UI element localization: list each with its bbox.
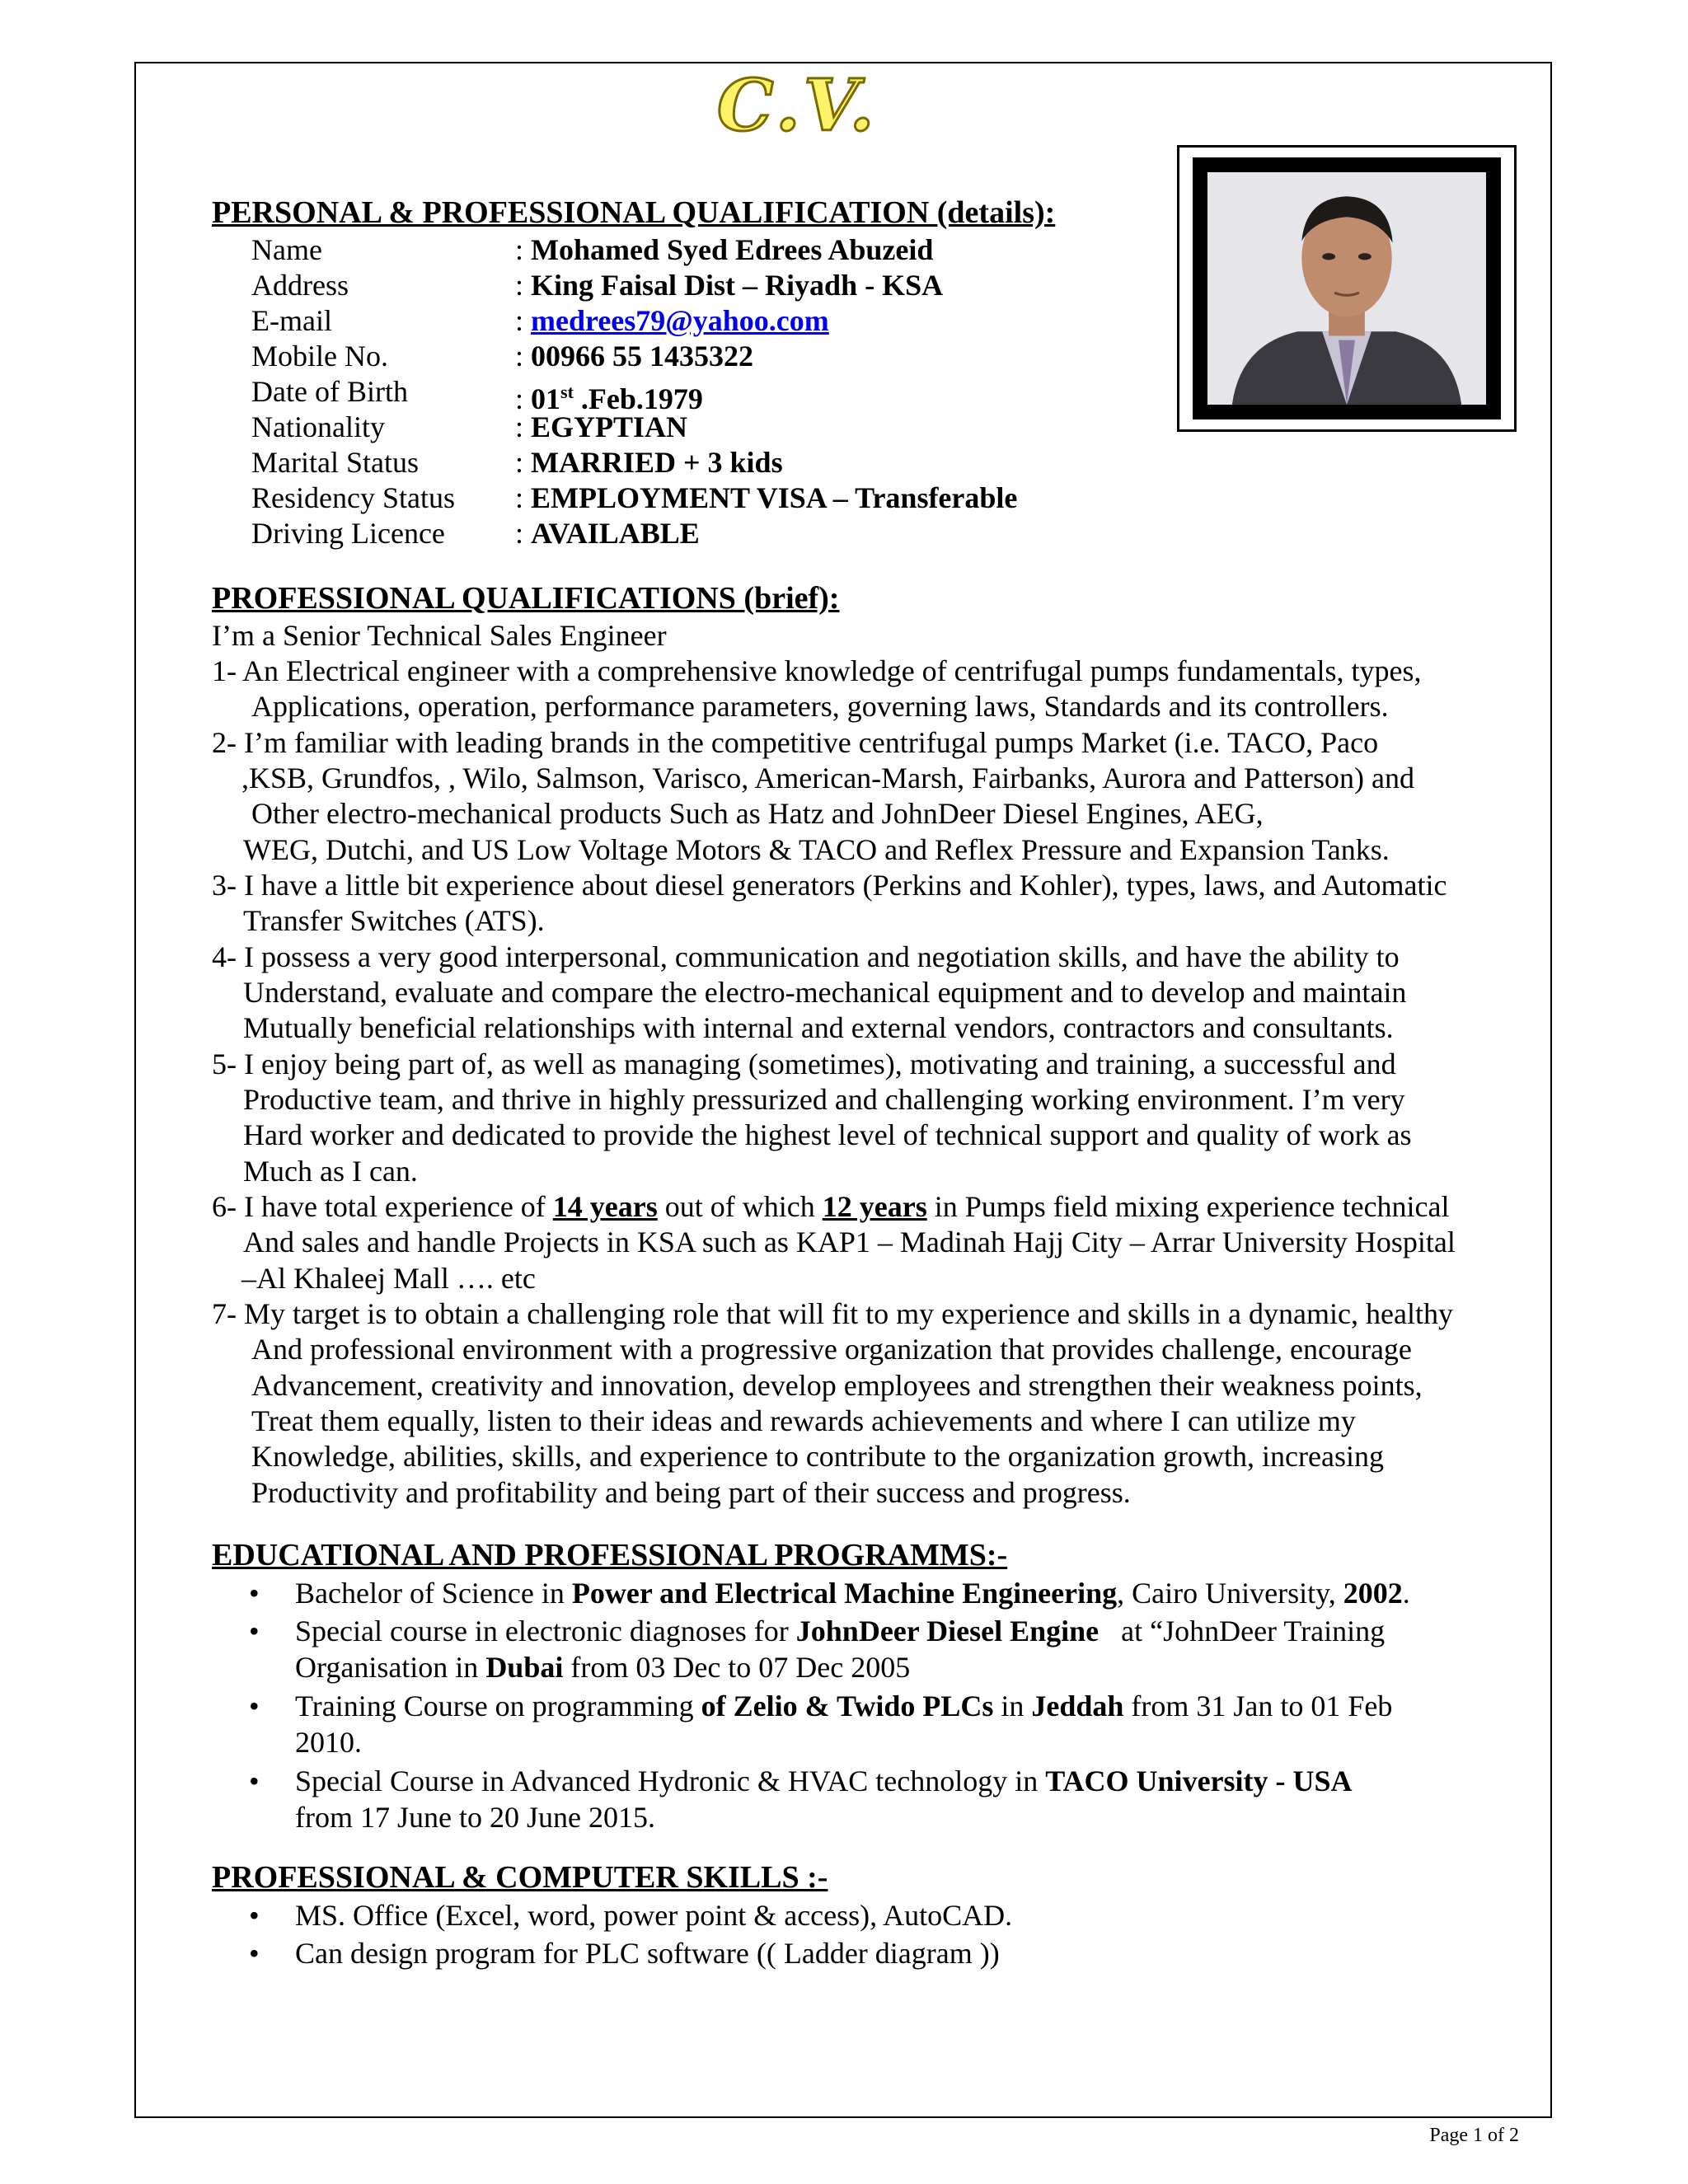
brief-line: Transfer Switches (ATS). xyxy=(243,904,545,937)
brief-line: Understand, evaluate and compare the electro-mechanical equipment and to develop and maintain xyxy=(243,976,1407,1009)
email-link[interactable]: medrees79@yahoo.com xyxy=(531,304,829,337)
portrait-image xyxy=(1207,172,1486,405)
brief-line: Other electro-mechanical products Such as Hatz and JohnDeer Diesel Engines, AEG, xyxy=(251,797,1264,830)
brief-intro: I’m a Senior Technical Sales Engineer xyxy=(212,619,667,652)
bullet-icon: • xyxy=(249,1577,260,1610)
brief-line: 2- I’m familiar with leading brands in the competitive centrifugal pumps Market (i.e. TACO, Paco xyxy=(212,726,1379,759)
education-item: Bachelor of Science in Power and Electrical Machine Engineering, Cairo University, 2002. xyxy=(295,1577,1410,1610)
brief-line: Mutually beneficial relationships with internal and external vendors, contractors and consultants. xyxy=(243,1011,1394,1044)
email-label: E-mail xyxy=(251,304,332,337)
brief-line: 1- An Electrical engineer with a comprehensive knowledge of centrifugal pumps fundamentals, types, xyxy=(212,654,1422,687)
brief-line: And sales and handle Projects in KSA such as KAP1 – Madinah Hajj City – Arrar University Hospital xyxy=(243,1226,1456,1258)
brief-line: Much as I can. xyxy=(243,1155,418,1188)
profile-photo xyxy=(1177,145,1517,432)
brief-line: Productivity and profitability and being part of their success and progress. xyxy=(251,1476,1131,1509)
brief-line: 7- My target is to obtain a challenging role that will fit to my experience and skills in a dynamic, healthy xyxy=(212,1297,1453,1330)
nationality-value: : EGYPTIAN xyxy=(515,410,688,443)
brief-line: 3- I have a little bit experience about diesel generators (Perkins and Kohler), types, laws, and Automatic xyxy=(212,869,1447,902)
nationality-label: Nationality xyxy=(251,410,385,443)
marital-value: : MARRIED + 3 kids xyxy=(515,446,783,479)
brief-line: WEG, Dutchi, and US Low Voltage Motors & TACO and Reflex Pressure and Expansion Tanks. xyxy=(243,833,1390,866)
education-item-cont: from 17 June to 20 June 2015. xyxy=(295,1801,655,1834)
bullet-icon: • xyxy=(249,1937,260,1970)
cv-title: C.V. xyxy=(717,64,878,148)
brief-line: Treat them equally, listen to their ideas and rewards achievements and where I can utilize my xyxy=(251,1404,1356,1437)
personal-heading: PERSONAL & PROFESSIONAL QUALIFICATION (details): xyxy=(212,195,1056,230)
residency-value: : EMPLOYMENT VISA – Transferable xyxy=(515,481,1018,514)
education-item: Special Course in Advanced Hydronic & HVAC technology in TACO University - USA xyxy=(295,1765,1353,1797)
driving-label: Driving Licence xyxy=(251,517,445,550)
bullet-icon: • xyxy=(249,1690,260,1722)
name-label: Name xyxy=(251,233,322,266)
education-item-cont: 2010. xyxy=(295,1726,362,1759)
brief-line: 5- I enjoy being part of, as well as managing (sometimes), motivating and training, a successful and xyxy=(212,1047,1396,1080)
skill-item: Can design program for PLC software (( Ladder diagram )) xyxy=(295,1937,1000,1970)
brief-line: Applications, operation, performance parameters, governing laws, Standards and its controllers. xyxy=(251,690,1389,723)
brief-line: ,KSB, Grundfos, , Wilo, Salmson, Varisco, American-Marsh, Fairbanks, Aurora and Patterson) and xyxy=(241,762,1415,794)
brief-heading: PROFESSIONAL QUALIFICATIONS (brief): xyxy=(212,581,840,616)
address-value: : King Faisal Dist – Riyadh - KSA xyxy=(515,269,944,302)
brief-line: And professional environment with a progressive organization that provides challenge, encourage xyxy=(251,1333,1412,1366)
email-value: : medrees79@yahoo.com xyxy=(515,304,829,337)
brief-line: Productive team, and thrive in highly pressurized and challenging working environment. I’m very xyxy=(243,1083,1405,1116)
brief-item-6: 6- I have total experience of 14 years out of which 12 years in Pumps field mixing experience technical xyxy=(212,1190,1450,1223)
address-label: Address xyxy=(251,269,349,302)
portrait-illustration xyxy=(1207,172,1486,405)
page-number: Page 1 of 2 xyxy=(1429,2125,1519,2146)
brief-line: Advancement, creativity and innovation, develop employees and strengthen their weakness points, xyxy=(251,1369,1423,1402)
mobile-label: Mobile No. xyxy=(251,340,388,373)
skill-item: MS. Office (Excel, word, power point & access), AutoCAD. xyxy=(295,1899,1013,1932)
brief-line: 4- I possess a very good interpersonal, communication and negotiation skills, and have the ability to xyxy=(212,940,1400,973)
name-value: : Mohamed Syed Edrees Abuzeid xyxy=(515,233,934,266)
education-item-cont: Organisation in Dubai from 03 Dec to 07 Dec 2005 xyxy=(295,1651,911,1684)
brief-line: –Al Khaleej Mall …. etc xyxy=(241,1262,536,1295)
education-heading: EDUCATIONAL AND PROFESSIONAL PROGRAMMS:- xyxy=(212,1538,1008,1572)
skills-heading: PROFESSIONAL & COMPUTER SKILLS :- xyxy=(212,1860,828,1895)
mobile-value: : 00966 55 1435322 xyxy=(515,340,754,373)
dob-value: : 01st .Feb.1979 xyxy=(515,382,703,415)
residency-label: Residency Status xyxy=(251,481,455,514)
education-item: Special course in electronic diagnoses for JohnDeer Diesel Engine at “JohnDeer Training xyxy=(295,1615,1386,1647)
bullet-icon: • xyxy=(249,1765,260,1797)
education-item: Training Course on programming of Zelio & Twido PLCs in Jeddah from 31 Jan to 01 Feb xyxy=(295,1690,1393,1722)
brief-line: Hard worker and dedicated to provide the highest level of technical support and quality of work as xyxy=(243,1118,1412,1151)
dob-label: Date of Birth xyxy=(251,375,408,408)
bullet-icon: • xyxy=(249,1615,260,1647)
bullet-icon: • xyxy=(249,1899,260,1932)
brief-line: Knowledge, abilities, skills, and experience to contribute to the organization growth, increasing xyxy=(251,1440,1384,1473)
marital-label: Marital Status xyxy=(251,446,419,479)
driving-value: : AVAILABLE xyxy=(515,517,700,550)
